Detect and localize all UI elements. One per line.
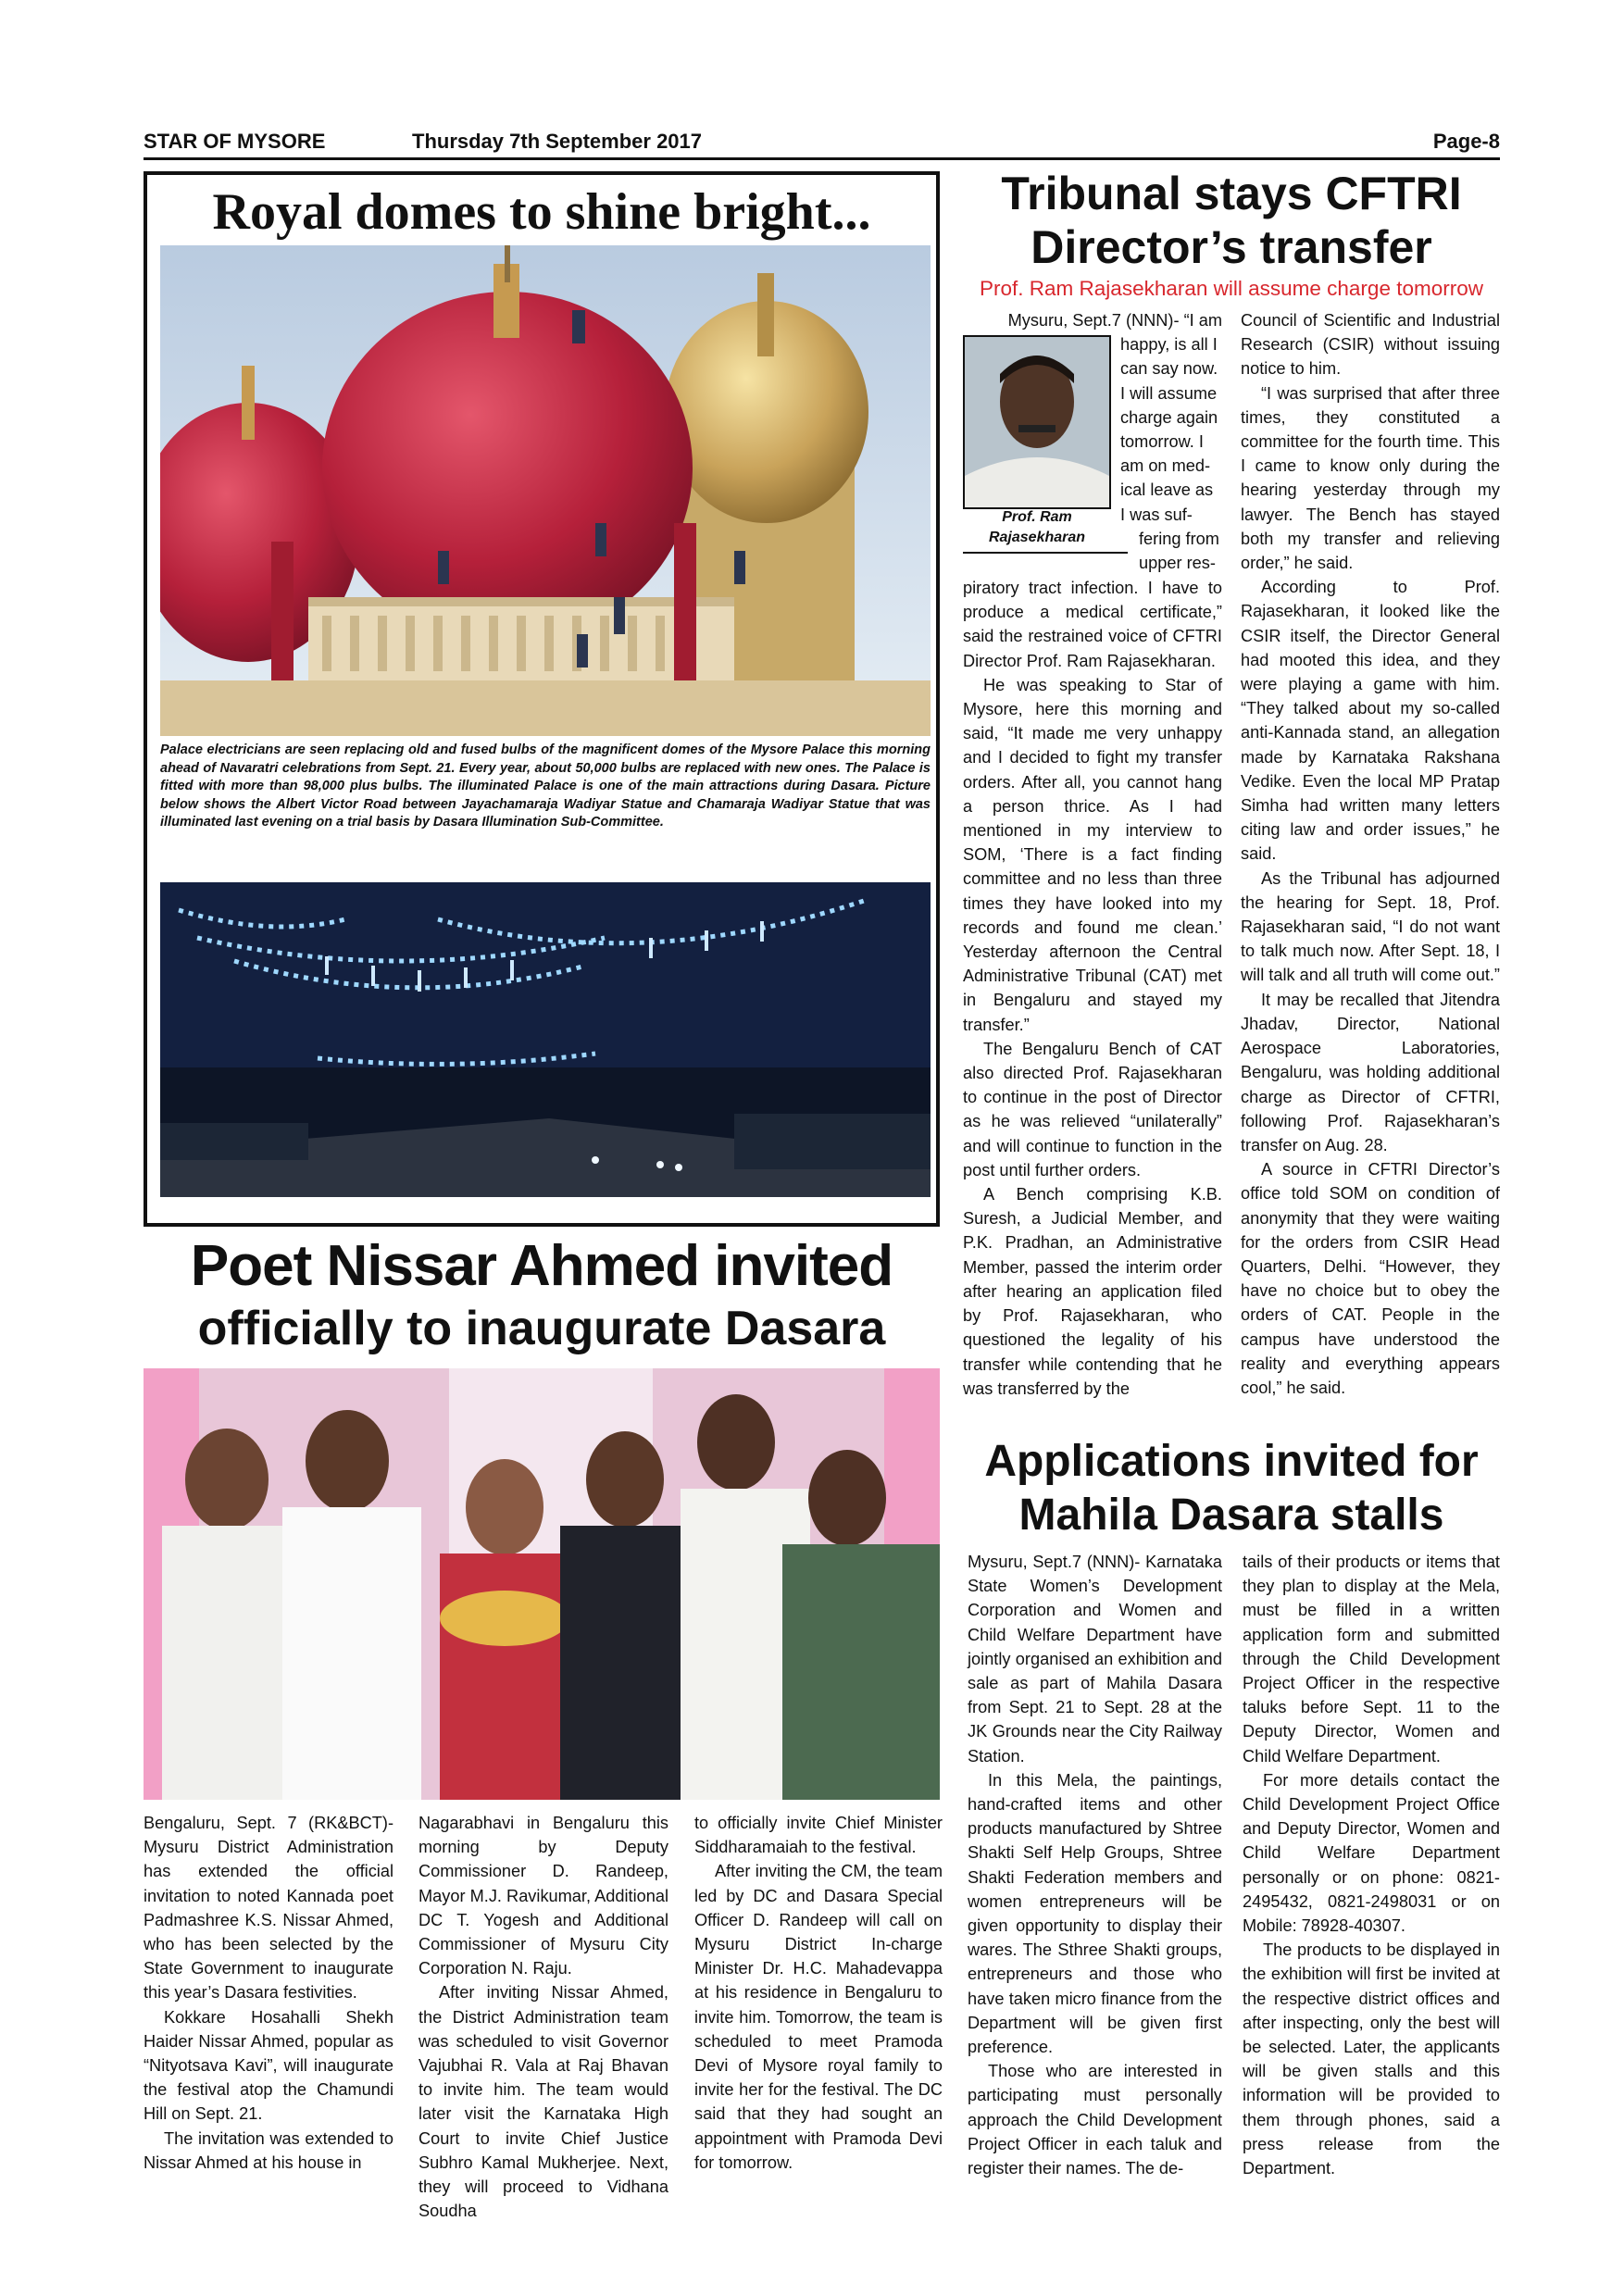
page-number: Page-8 xyxy=(1432,130,1500,153)
paragraph: After inviting the CM, the team led by DC and Dasara Special Officer D. Randeep will call on Mysuru District In-charge Minister Dr. H.C. Mahadevappa at his residence in Bengaluru to invite him. Tomorrow, the team is scheduled to meet Pramoda Devi of Mysore royal family to invite her for the festival. The DC said that they had sought an appointment with Pramoda Devi for tomorrow. xyxy=(694,1862,943,2172)
cftri-column-1 xyxy=(963,576,1222,1401)
wrap-line: fering from xyxy=(1139,529,1219,548)
wrap-line: ical leave as xyxy=(1120,480,1214,500)
wrap-line: happy, is all I xyxy=(1120,335,1218,355)
wrap-line: am on med- xyxy=(1120,456,1211,476)
royal-domes-headline: Royal domes to shine bright... xyxy=(212,183,871,241)
wrap-line: can say now. xyxy=(1120,359,1218,379)
paragraph: A source in CFTRI Director’s office told SOM on condition of anonymity that they were waiting for the orders from CSIR Head Quarters, Delhi. “However, they have no choice but to obey the orders of CAT. People in the campus have understood the reality and everything appears cool,” he said. xyxy=(1241,1160,1500,1397)
paragraph: The invitation was extended to Nissar Ahmed at his house in xyxy=(144,2128,394,2172)
paragraph: According to Prof. Rajasekharan, it looked like the CSIR itself, the Director General had mooted this idea, and they were playing a game with him. “They talked about my so-called anti-Kannada stand, an allegation made by Karnataka Rakshana Vedike. Even the local MP Pratap Simha had written many letters citing law and order issues,” he said. xyxy=(1241,578,1500,864)
paragraph: The products to be displayed in the exhibition will first be invited at the respective district offices and after inspecting, only the best will be selected. Later, the applicants will be given stalls and this information will be provided to them through phones, said a press release from the Department. xyxy=(1243,1940,1500,2178)
wrap-line: I will assume xyxy=(1120,383,1218,403)
poet-column-1 xyxy=(144,1811,394,2175)
paragraph: A Bench comprising K.B. Suresh, a Judicial Member, and P.K. Pradhan, an Administrative Member, passed the interim order after hearing an application filed by Prof. Rajasekharan, who questioned the legality of his transfer while contending that he was transferred by the xyxy=(963,1185,1222,1398)
paragraph: Kokkare Hosahalli Shekh Haider Nissar Ahmed, popular as “Nityotsava Kavi”, will inaugurate the festival atop the Chamundi Hill on Sept. 21. xyxy=(144,2007,394,2124)
mahila-column-1 xyxy=(968,1550,1222,2180)
nissar-ahmed-invitation-photo xyxy=(144,1368,940,1800)
paragraph: He was speaking to Star of Mysore, here this morning and said, “It made me very unhappy and I decided to fight my transfer orders. After all, you cannot hang a person thrice. As I had mentioned in my interview to SOM, ‘There is a fact finding committee and no less than three times they have looked into my records and found me clean.’ Yesterday afternoon the Central Administrative Tribunal (CAT) met in Bengaluru and stayed my transfer.” xyxy=(963,675,1222,1034)
poet-column-2 xyxy=(418,1811,668,2223)
paragraph: “I was surprised that after three times, they constituted a committee for the fourth time. This I came to know only during the hearing yesterday through my lawyer. The Bench has stayed both my transfer and relieving order,” he said. xyxy=(1241,383,1500,573)
paragraph: As the Tribunal has adjourned the hearing for Sept. 18, Prof. Rajasekharan said, “I do not want to talk much now. After Sept. 18, I will talk and all truth will come out.” xyxy=(1241,868,1500,985)
issue-date: Thursday 7th September 2017 xyxy=(412,130,703,153)
poet-column-3 xyxy=(694,1811,943,2175)
masthead-rule xyxy=(144,157,1500,160)
paragraph: to officially invite Chief Minister Siddharamaiah to the festival. xyxy=(694,1814,943,1857)
cftri-column-2 xyxy=(1241,308,1500,1400)
wrap-line: charge again xyxy=(1120,407,1218,427)
portrait-caption-2: Rajasekharan xyxy=(988,530,1086,545)
poet-headline-line1: Poet Nissar Ahmed invited xyxy=(190,1234,893,1298)
poet-headline-line2: officially to inaugurate Dasara xyxy=(197,1302,886,1355)
paragraph: Council of Scientific and Industrial Research (CSIR) without issuing notice to him. xyxy=(1241,311,1500,379)
paragraph: In this Mela, the paintings, hand-crafted items and other products manufactured by Shtree Shakti Self Help Groups, Shtree Shakti Federation members and women entrepreneurs will be given opportunity to display their wares. The Sthree Shakti groups, entrepreneurs and those who have taken micro finance from the Department will be given first preference. xyxy=(968,1770,1222,2057)
wrap-line: I was suf- xyxy=(1120,505,1193,524)
cftri-headline-line1: Tribunal stays CFTRI xyxy=(1001,168,1462,219)
royal-domes-box xyxy=(144,171,940,1227)
wrap-line: Mysuru, Sept.7 (NNN)- “I am xyxy=(1007,311,1222,330)
paragraph: Nagarabhavi in Bengaluru this morning by Deputy Commissioner D. Randeep, Mayor M.J. Ravikumar, Additional DC T. Yogesh and Additional Commissioner of Mysuru City Corporation N. Raju. xyxy=(418,1814,668,1978)
mahila-headline-line2: Mahila Dasara stalls xyxy=(1018,1491,1444,1540)
cftri-subhead: Prof. Ram Rajasekharan will assume charge tomorrow xyxy=(980,277,1483,300)
paragraph: Bengaluru, Sept. 7 (RK&BCT)- Mysuru District Administration has extended the official invitation to noted Kannada poet Padmashree K.S. Nissar Ahmed, who has been selected by the State Government to inaugurate this year’s Dasara festivities. xyxy=(144,1814,394,2003)
palace-domes-photo xyxy=(160,245,931,736)
paragraph: Mysuru, Sept.7 (NNN)- Karnataka State Women’s Development Corporation and Women and Child Welfare Department have jointly organised an exhibition and sale as part of Mahila Dasara from Sept. 21 to Sept. 28 at the JK Grounds near the City Railway Station. xyxy=(968,1553,1222,1766)
wrap-line: tomorrow. I xyxy=(1120,432,1204,452)
cftri-wrap-text xyxy=(963,308,1222,575)
portrait-caption-1: Prof. Ram xyxy=(1002,509,1072,525)
paragraph: It may be recalled that Jitendra Jhadav, Director, National Aerospace Laboratories, Bengaluru, was holding additional charge as Director of CFTRI, following Prof. Rajasekharan’s transfer on Aug. 28. xyxy=(1241,990,1500,1154)
mahila-column-2 xyxy=(1243,1550,1500,2180)
illuminated-road-photo xyxy=(160,882,931,1197)
wrap-line: upper res- xyxy=(1139,554,1216,573)
cftri-headline-line2: Director’s transfer xyxy=(1031,221,1432,273)
mahila-headline-line1: Applications invited for xyxy=(984,1437,1479,1486)
paragraph: tails of their products or items that they plan to display at the Mela, must be filled in a written application form and submitted through the Child Development Project Officer in the respective taluks before Sept. 11 to the Deputy Director, Women and Child Welfare Department. xyxy=(1243,1553,1500,1766)
paragraph: After inviting Nissar Ahmed, the District Administration team was scheduled to visit Governor Vajubhai R. Vala at Raj Bhavan to invite him. The team would later visit the Karnataka High Court to invite Chief Justice Subhro Kamal Mukherjee. Next, they will proceed to Vidhana Soudha xyxy=(418,1983,668,2221)
paragraph: Those who are interested in participating must personally approach the Child Development Project Officer in each taluk and register their names. The de- xyxy=(968,2062,1222,2178)
newspaper-name: STAR OF MYSORE xyxy=(144,130,326,153)
paragraph: For more details contact the Child Development Project Office and Deputy Director, Women and Child Welfare Department personally or on phone: 0821-2495432, 0821-2498031 or on Mobile: 78928-40307. xyxy=(1243,1770,1500,1936)
paragraph: piratory tract infection. I have to produce a medical certificate,” said the restrained voice of CFTRI Director Prof. Ram Rajasekharan. xyxy=(963,579,1222,670)
paragraph: The Bengaluru Bench of CAT also directed Prof. Rajasekharan to continue in the post of Director as he was relieved “unilaterally” and will continue to function in the post until further orders. xyxy=(963,1039,1222,1179)
masthead xyxy=(144,130,1500,159)
palace-photo-caption: Palace electricians are seen replacing old and fused bulbs of the magnificent domes of the Mysore Palace this morning ahead of Navaratri celebrations from Sept. 21. Every year, about 50,000 bulbs are replaced with new ones. The Palace is fitted with more than 98,000 plus bulbs. The illuminated Palace is one of the main attractions during Dasara. Picture below shows the Albert Victor Road between Jayachamaraja Wadiyar Statue and Chamaraja Wadiyar Statue that was illuminated last evening on a trial basis by Dasara Illumination Sub-Committee. xyxy=(160,742,931,830)
